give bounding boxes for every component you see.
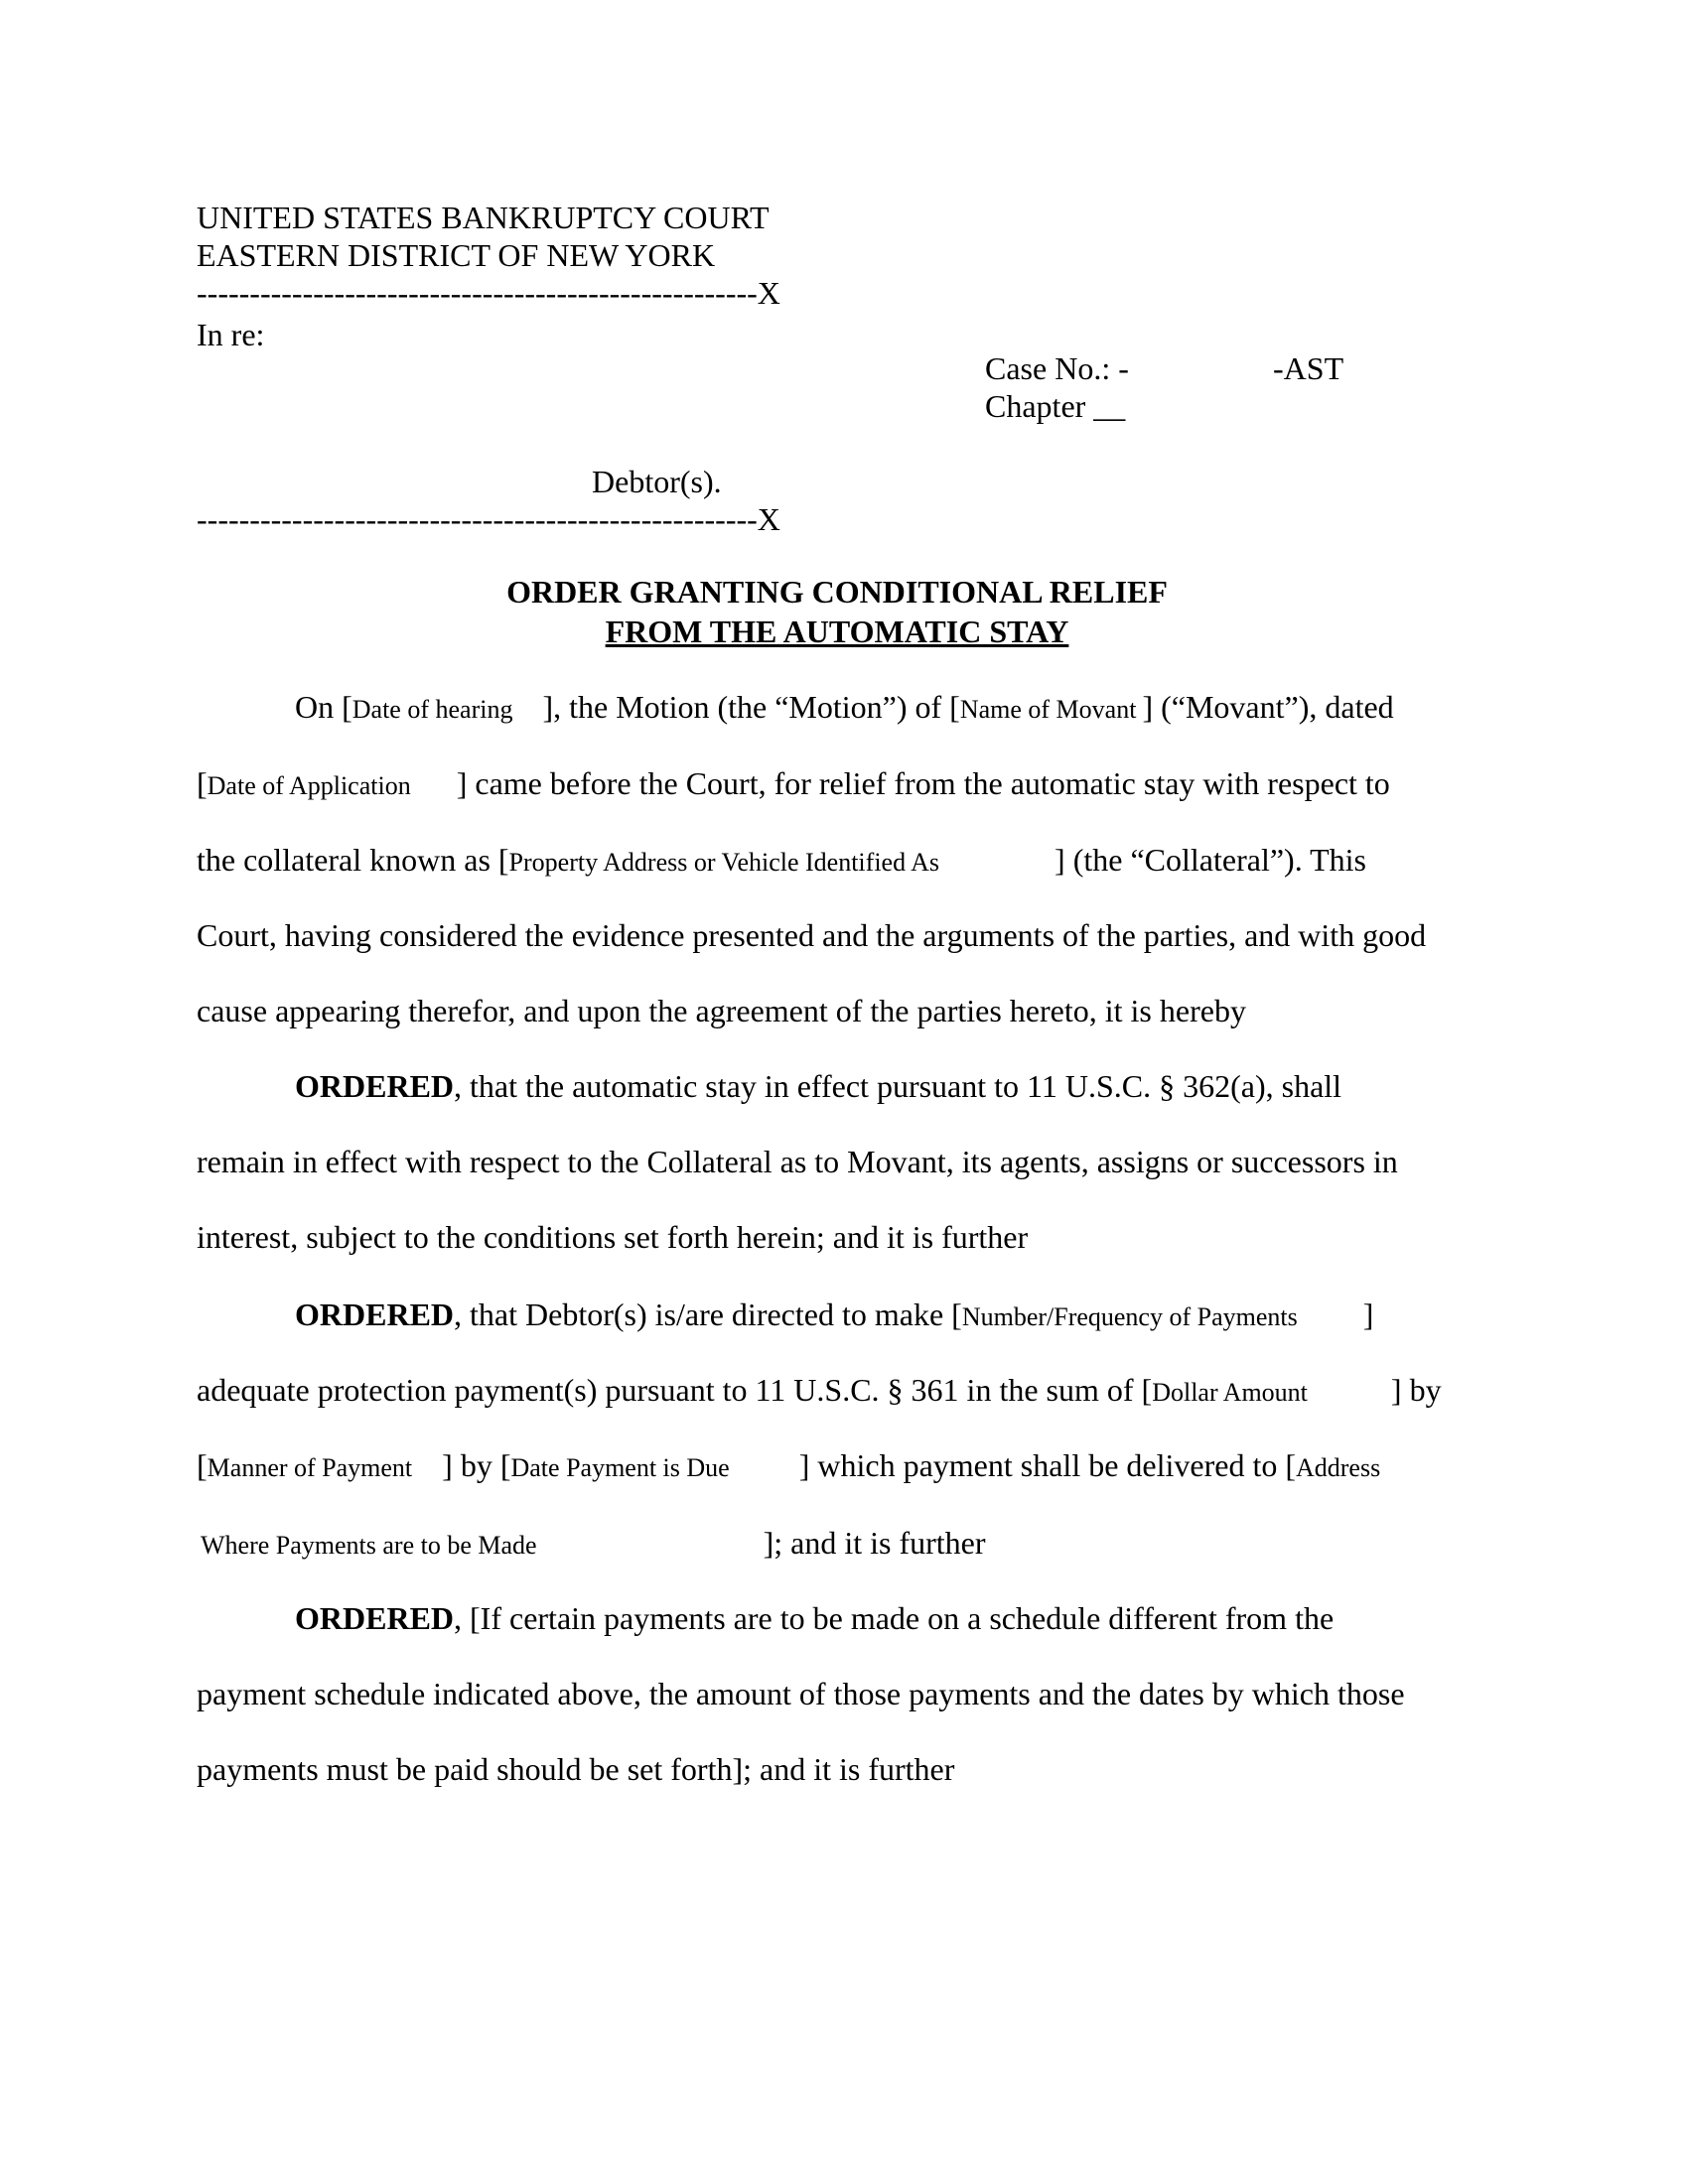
date-of-hearing-field: Date of hearing [352,695,513,724]
paragraph-3-line-2 [197,1372,1442,1409]
paragraph-3-line-3 [197,1447,1380,1484]
text: ] which payment shall be delivered to [ [798,1447,1296,1483]
paragraph-2-line-1 [295,1068,1341,1105]
text: On [ [295,689,352,725]
caption-separator-bottom: -----------------------------------------------------X [197,501,780,537]
paragraph-3-line-4 [201,1525,986,1562]
paragraph-1-line-1 [295,689,1394,726]
court-name: UNITED STATES BANKRUPTCY COURT [197,200,770,235]
payment-address-field: Address [1296,1453,1381,1482]
ordered-label: ORDERED [295,1297,455,1332]
text: [ [197,765,208,801]
text: , [If certain payments are to be made on a schedule different from the [454,1600,1335,1636]
debtor-label: Debtor(s). [592,464,722,499]
text: ] (“Movant”), dated [1142,689,1394,725]
payment-address-field-cont: Where Payments are to be Made [201,1531,537,1560]
property-field: Property Address or Vehicle Identified As [508,848,940,877]
payment-frequency-field: Number/Frequency of Payments [961,1302,1298,1331]
ordered-label: ORDERED [295,1068,455,1104]
court-district: EASTERN DISTRICT OF NEW YORK [197,237,716,273]
order-title: ORDER GRANTING CONDITIONAL RELIEF [506,574,1168,610]
manner-of-payment-field: Manner of Payment [207,1453,413,1482]
paragraph-4-line-1 [295,1600,1334,1637]
text: ] by [ [442,1447,511,1483]
text: ] came before the Court, for relief from the automatic stay with respect to [456,765,1390,801]
text: ] [1362,1297,1374,1332]
paragraph-4-line-3: payments must be paid should be set forth]; and it is further [197,1751,955,1787]
text: adequate protection payment(s) pursuant to 11 U.S.C. § 361 in the sum of [ [197,1372,1153,1408]
case-number-label: Case No.: - [985,350,1129,386]
date-of-application-field: Date of Application [207,771,411,800]
dollar-amount-field: Dollar Amount [1152,1378,1308,1407]
text: the collateral known as [ [197,842,509,878]
caption-separator-top: -----------------------------------------------------X [197,275,780,311]
due-date-field: Date Payment is Due [510,1453,730,1482]
text: ] (the “Collateral”). This [1055,842,1366,878]
order-subtitle: FROM THE AUTOMATIC STAY [605,614,1069,649]
paragraph-1-line-2 [197,765,1390,802]
text: ], the Motion (the “Motion”) of [ [542,689,960,725]
paragraph-4-line-2: payment schedule indicated above, the amount of those payments and the dates by which those [197,1676,1405,1711]
text: , that Debtor(s) is/are directed to make [ [454,1297,962,1332]
paragraph-2-line-3: interest, subject to the conditions set forth herein; and it is further [197,1219,1029,1255]
paragraph-2-line-2: remain in effect with respect to the Collateral as to Movant, its agents, assigns or successors in [197,1144,1398,1179]
paragraph-1-line-3 [197,842,1366,879]
paragraph-3-line-1 [295,1297,1373,1333]
text: [ [197,1447,208,1483]
text: ]; and it is further [763,1525,986,1561]
text: ] by [1390,1372,1442,1408]
text: , that the automatic stay in effect pursuant to 11 U.S.C. § 362(a), shall [454,1068,1342,1104]
movant-name-field: Name of Movant [959,695,1137,724]
case-number-suffix: -AST [1273,350,1344,386]
chapter-label: Chapter __ [985,388,1126,424]
ordered-label: ORDERED [295,1600,455,1636]
paragraph-1-line-5: cause appearing therefor, and upon the agreement of the parties hereto, it is hereby [197,993,1246,1028]
paragraph-1-line-4: Court, having considered the evidence presented and the arguments of the parties, and with good [197,917,1427,953]
in-re-label: In re: [197,317,265,352]
